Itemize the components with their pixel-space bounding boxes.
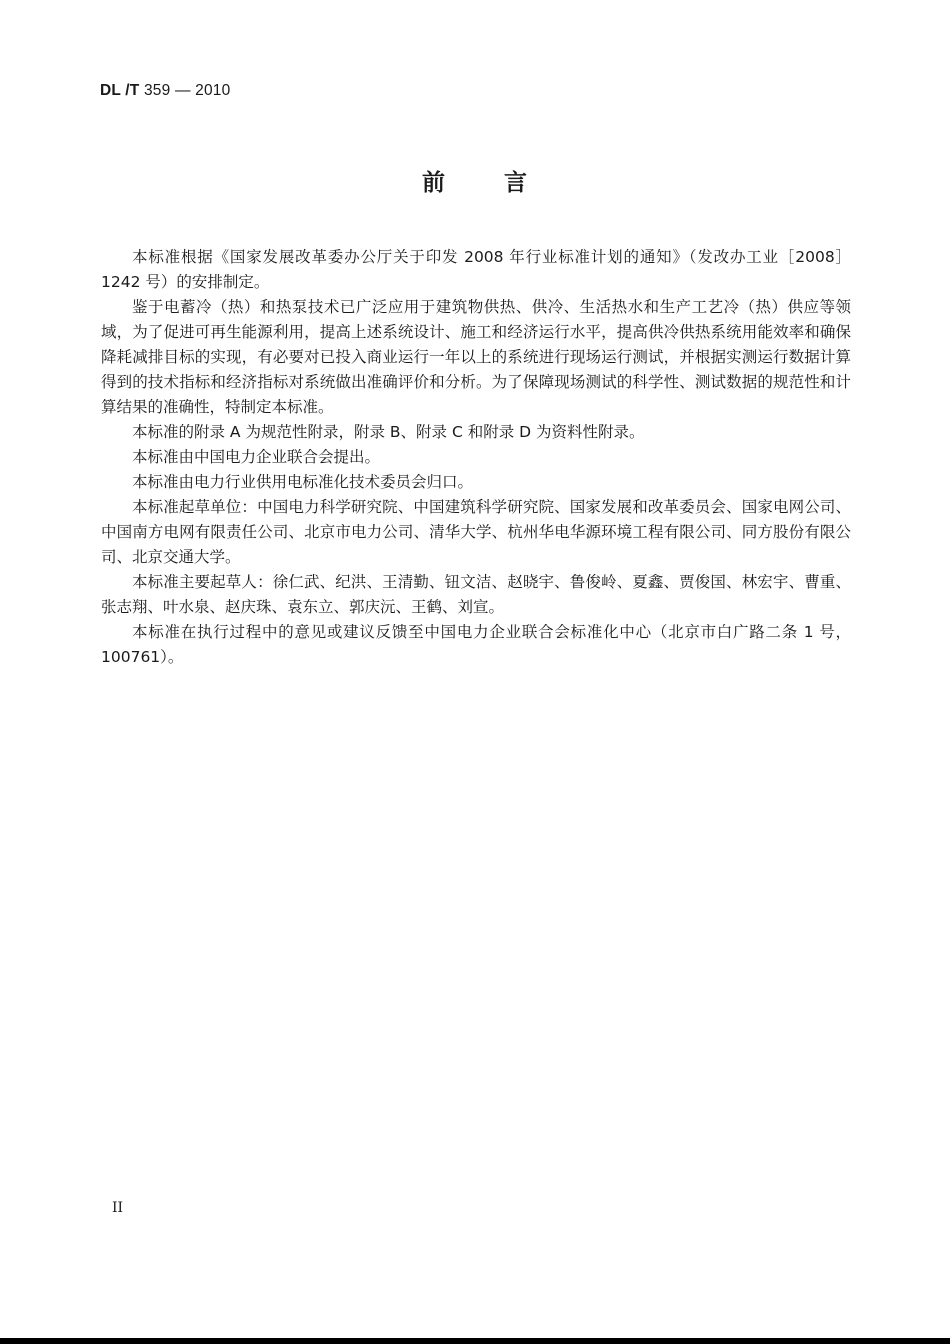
paragraph-appendices: 本标准的附录 A 为规范性附录，附录 B、附录 C 和附录 D 为资料性附录。 [132,423,645,441]
page-number: II [112,1200,124,1216]
paragraph-proposer: 本标准由中国电力企业联合会提出。 [132,448,381,466]
standard-code-number: 359 — 2010 [143,82,231,99]
standard-code-prefix: DL /T [100,82,140,99]
paragraph-committee: 本标准由电力行业供用电标准化技术委员会归口。 [132,473,474,491]
page-title-part-2: 言 [504,170,528,196]
page-title [0,164,950,197]
standard-code [100,82,230,100]
paragraph-plan-basis: 本标准根据《国家发展改革委办公厅关于印发 2008 年行业标准计划的通知》（发改办工业［2008］1242 号）的安排制定。 [101,248,851,291]
paragraph-feedback: 本标准在执行过程中的意见或建议反馈至中国电力企业联合会标准化中心（北京市白广路二条 1 号，100761）。 [101,623,851,666]
bottom-border [0,1338,950,1344]
paragraph-purpose: 鉴于电蓄冷（热）和热泵技术已广泛应用于建筑物供热、供冷、生活热水和生产工艺冷（热）供应等领域，为了促进可再生能源利用，提高上述系统设计、施工和经济运行水平，提高供冷供热系统用能效率和确保降耗减排目标的实现，有必要对已投入商业运行一年以上的系统进行现场运行测试，并根据实测运行数据计算得到的技术指标和经济指标对系统做出准确评价和分析。为了保障现场测试的科学性、测试数据的规范性和计算结果的准确性，特制定本标准。 [101,298,851,416]
paragraph-drafting-units: 本标准起草单位：中国电力科学研究院、中国建筑科学研究院、国家发展和改革委员会、国家电网公司、中国南方电网有限责任公司、北京市电力公司、清华大学、杭州华电华源环境工程有限公司、同方股份有限公司、北京交通大学。 [101,498,851,566]
page-title-part-1: 前 [422,170,446,196]
paragraph-drafters: 本标准主要起草人：徐仁武、纪洪、王清勤、钮文洁、赵晓宇、鲁俊岭、夏鑫、贾俊国、林宏宇、曹重、张志翔、叶水泉、赵庆珠、袁东立、郭庆沅、王鹤、刘宣。 [101,573,851,616]
foreword-body [101,245,851,670]
